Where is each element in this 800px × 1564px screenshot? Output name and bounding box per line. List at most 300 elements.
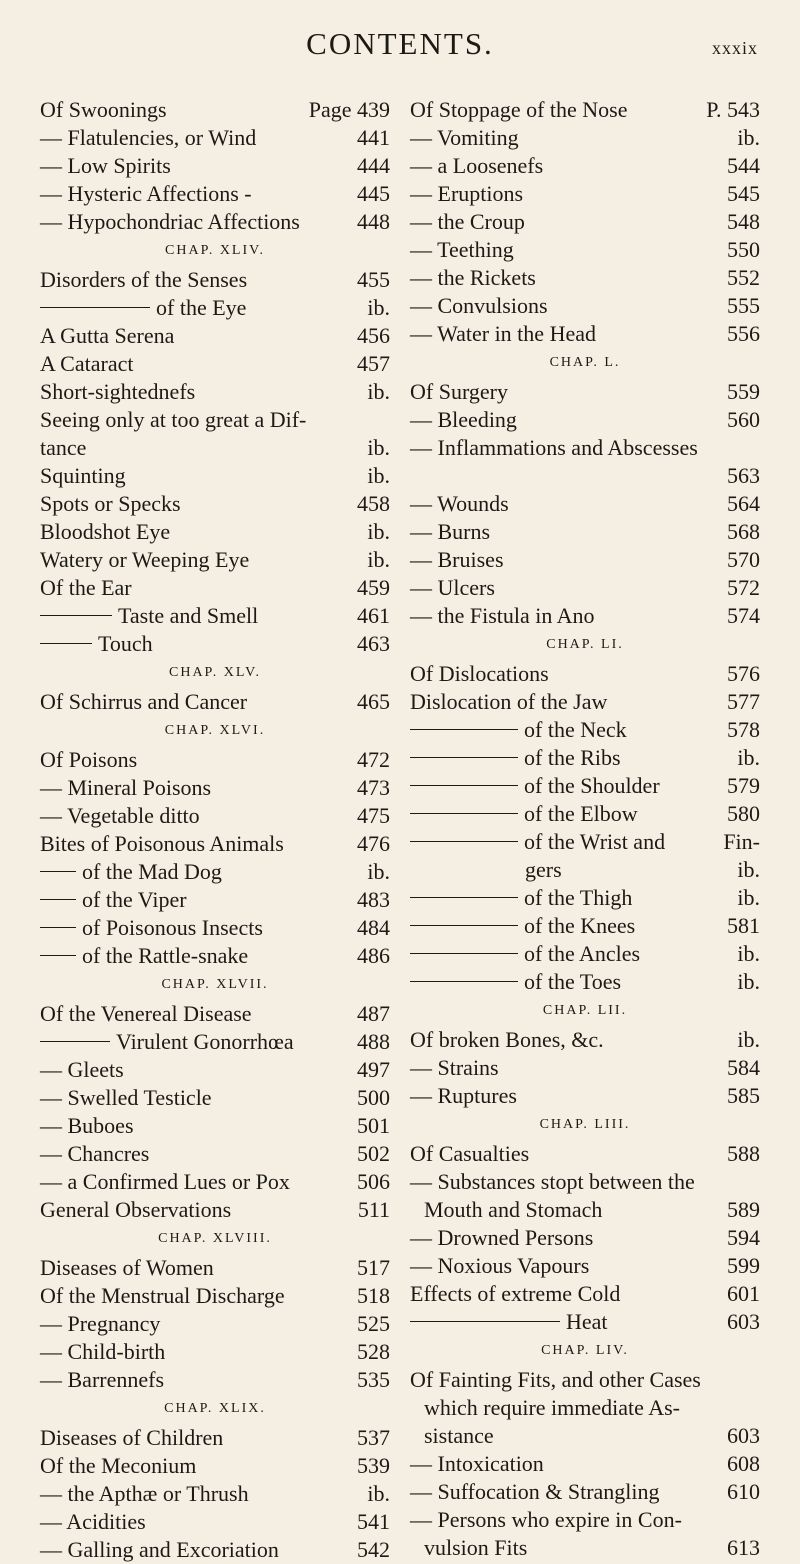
- entry-label: of the Neck: [524, 717, 627, 742]
- entry-page: 525: [357, 1311, 390, 1336]
- toc-entry: [410, 1366, 760, 1394]
- toc-entry: [40, 266, 390, 294]
- toc-entry: [40, 1282, 390, 1310]
- entry-label: Of Schirrus and Cancer: [40, 689, 248, 714]
- entry-page: 501: [357, 1113, 390, 1138]
- toc-entry: [40, 1112, 390, 1140]
- entry-label: — a Loosenefs: [410, 153, 544, 178]
- entry-label: — Eruptions: [410, 181, 524, 206]
- toc-entry: [40, 746, 390, 774]
- entry-label: Of broken Bones, &c.: [410, 1027, 604, 1052]
- entry-label: — Inflammations and Abscesses: [410, 435, 698, 460]
- entry-page: 448: [357, 209, 390, 234]
- entry-label: — Convulsions: [410, 293, 548, 318]
- toc-entry: [410, 660, 760, 688]
- toc-entry: [40, 602, 390, 630]
- ditto-rule: [40, 871, 76, 872]
- chapter-label: CHAP. LI.: [546, 637, 624, 652]
- toc-entry: [410, 940, 760, 968]
- toc-entry: [410, 96, 760, 124]
- toc-entry: [40, 96, 390, 124]
- chapter-label: CHAP. XLV.: [169, 665, 261, 680]
- toc-entry: [40, 1536, 390, 1564]
- toc-entry: [410, 1422, 760, 1450]
- entry-label: — Chancres: [40, 1141, 150, 1166]
- entry-label: Diseases of Children: [40, 1425, 224, 1450]
- chapter-label: CHAP. XLIX.: [164, 1401, 266, 1416]
- chapter-label: CHAP. XLVII.: [161, 977, 269, 992]
- entry-label: — Noxious Vapours: [410, 1253, 590, 1278]
- page-number: xxxix: [711, 38, 758, 58]
- toc-entry: [410, 124, 760, 152]
- entry-label: Squinting: [40, 463, 126, 488]
- entry-label: Virulent Gonorrhœa: [116, 1029, 294, 1054]
- toc-entry: [40, 1508, 390, 1536]
- toc-entry: [410, 884, 760, 912]
- entry-page: 445: [357, 181, 390, 206]
- entry-page: 506: [357, 1169, 390, 1194]
- toc-entry: [410, 180, 760, 208]
- entry-label: of the Knees: [524, 913, 636, 938]
- entry-label: — Barrennefs: [40, 1367, 165, 1392]
- entry-label: Mouth and Stomach: [424, 1197, 603, 1222]
- entry-label: Of the Menstrual Discharge: [40, 1283, 285, 1308]
- entry-label: Of Casualties: [410, 1141, 530, 1166]
- toc-entry: [410, 1450, 760, 1478]
- entry-page: ib.: [367, 859, 390, 884]
- toc-entry: [40, 350, 390, 378]
- entry-label: Taste and Smell: [118, 603, 259, 628]
- entry-label: — Wounds: [410, 491, 509, 516]
- entry-page: 475: [357, 803, 390, 828]
- toc-entry: [40, 462, 390, 490]
- toc-entry: [410, 462, 760, 490]
- toc-entry: [410, 490, 760, 518]
- entry-label: — Ulcers: [410, 575, 495, 600]
- entry-page: 537: [357, 1425, 390, 1450]
- entry-label: vulsion Fits: [424, 1535, 528, 1560]
- entry-label: Dislocation of the Jaw: [410, 689, 608, 714]
- entry-page: 444: [357, 153, 390, 178]
- toc-entry: [40, 1056, 390, 1084]
- entry-page: 603: [727, 1423, 760, 1448]
- entry-page: 441: [357, 125, 390, 150]
- entry-label: — Flatulencies, or Wind: [40, 125, 257, 150]
- entry-label: — Vegetable ditto: [40, 803, 200, 828]
- entry-page: 568: [727, 519, 760, 544]
- chapter-heading: [40, 970, 390, 1000]
- entry-label: of the Eye: [156, 295, 247, 320]
- entry-page: ib.: [367, 463, 390, 488]
- ditto-rule: [410, 841, 518, 842]
- entry-page: 483: [357, 887, 390, 912]
- toc-entry: [40, 1140, 390, 1168]
- entry-label: — the Croup: [410, 209, 525, 234]
- toc-entry: [410, 968, 760, 996]
- chapter-heading: [410, 1110, 760, 1140]
- entry-page: ib.: [737, 885, 760, 910]
- entry-label: Seeing only at too great a Dif-: [40, 407, 307, 432]
- entry-page: ib.: [737, 857, 760, 882]
- entry-label: which require immediate As-: [424, 1395, 680, 1420]
- toc-entry: [40, 1254, 390, 1282]
- entry-label: Of Dislocations: [410, 661, 549, 686]
- entry-page: 541: [357, 1509, 390, 1534]
- toc-entry: [410, 1478, 760, 1506]
- entry-page: 601: [727, 1281, 760, 1306]
- toc-entry: [40, 546, 390, 574]
- chapter-label: CHAP. LII.: [542, 1003, 628, 1018]
- toc-entry: [40, 294, 390, 322]
- entry-page: 563: [727, 463, 760, 488]
- entry-label: — Pregnancy: [40, 1311, 161, 1336]
- entry-page: 589: [727, 1197, 760, 1222]
- entry-page: 552: [727, 265, 760, 290]
- entry-page: 502: [357, 1141, 390, 1166]
- entry-page: 560: [727, 407, 760, 432]
- toc-entry: [410, 688, 760, 716]
- entry-page: 528: [357, 1339, 390, 1364]
- entry-page: 613: [727, 1535, 760, 1560]
- entry-page: 455: [357, 267, 390, 292]
- toc-entry: [410, 1196, 760, 1224]
- toc-entry: [40, 518, 390, 546]
- toc-entry: [40, 1000, 390, 1028]
- entry-label: Disorders of the Senses: [40, 267, 248, 292]
- toc-entry: [40, 208, 390, 236]
- entry-page: 458: [357, 491, 390, 516]
- ditto-rule: [40, 307, 150, 308]
- toc-entry: [40, 574, 390, 602]
- toc-entry: [410, 1224, 760, 1252]
- entry-label: — Acidities: [40, 1509, 146, 1534]
- entry-label: — Intoxication: [410, 1451, 544, 1476]
- entry-label: Of Swoonings: [40, 97, 167, 122]
- toc-entry: [410, 208, 760, 236]
- ditto-rule: [40, 955, 76, 956]
- entry-page: 487: [357, 1001, 390, 1026]
- toc-entry: [40, 688, 390, 716]
- chapter-heading: [40, 658, 390, 688]
- entry-page: 577: [727, 689, 760, 714]
- toc-entry: [410, 320, 760, 348]
- entry-page: 511: [357, 1197, 390, 1222]
- toc-entry: [40, 1168, 390, 1196]
- entry-label: — Galling and Excoriation: [40, 1537, 279, 1562]
- entry-label: Spots or Specks: [40, 491, 181, 516]
- entry-label: — Burns: [410, 519, 491, 544]
- chapter-heading: [410, 630, 760, 660]
- entry-label: — Buboes: [40, 1113, 134, 1138]
- entry-label: Bites of Poisonous Animals: [40, 831, 284, 856]
- ditto-rule: [40, 927, 76, 928]
- entry-page: 484: [357, 915, 390, 940]
- toc-entry: [40, 858, 390, 886]
- ditto-rule: [410, 953, 518, 954]
- toc-entry: [410, 292, 760, 320]
- ditto-rule: [410, 757, 518, 758]
- entry-label: of Poisonous Insects: [82, 915, 263, 940]
- entry-page: ib.: [737, 745, 760, 770]
- toc-entry: [40, 886, 390, 914]
- entry-label: A Cataract: [40, 351, 134, 376]
- toc-entry: [410, 574, 760, 602]
- toc-entry: [410, 378, 760, 406]
- entry-label: of the Wrist and: [524, 829, 666, 854]
- entry-page: 544: [727, 153, 760, 178]
- entry-label: of the Shoulder: [524, 773, 660, 798]
- entry-label: — Persons who expire in Con-: [410, 1507, 682, 1532]
- entry-label: Diseases of Women: [40, 1255, 214, 1280]
- toc-entry: [410, 1054, 760, 1082]
- entry-label: Bloodshot Eye: [40, 519, 171, 544]
- entry-label: of the Ancles: [524, 941, 641, 966]
- toc-entry: [410, 434, 760, 462]
- toc-entry: [410, 1140, 760, 1168]
- entry-label: of the Mad Dog: [82, 859, 222, 884]
- toc-entry: [410, 1308, 760, 1336]
- entry-page: 456: [357, 323, 390, 348]
- chapter-label: CHAP. XLVIII.: [158, 1231, 272, 1246]
- entry-page: 548: [727, 209, 760, 234]
- toc-entry: [40, 406, 390, 434]
- ditto-rule: [410, 1321, 560, 1322]
- entry-label: — Vomiting: [410, 125, 519, 150]
- ditto-rule: [410, 813, 518, 814]
- entry-label: sistance: [424, 1423, 494, 1448]
- chapter-heading: [40, 1394, 390, 1424]
- ditto-rule: [410, 925, 518, 926]
- toc-entry: [40, 914, 390, 942]
- entry-label: — the Apthæ or Thrush: [40, 1481, 249, 1506]
- chapter-heading: [410, 1336, 760, 1366]
- toc-entry: [410, 744, 760, 772]
- entry-label: — Swelled Testicle: [40, 1085, 212, 1110]
- entry-page: 594: [727, 1225, 760, 1250]
- entry-page: 559: [727, 379, 760, 404]
- chapter-label: CHAP. XLIV.: [165, 243, 265, 258]
- toc-entry: [40, 1366, 390, 1394]
- toc-entry: [410, 1280, 760, 1308]
- toc-entry: [410, 1252, 760, 1280]
- toc-entry: [410, 602, 760, 630]
- toc-entry: [40, 1028, 390, 1056]
- toc-entry: [410, 1026, 760, 1054]
- entry-label: — Bruises: [410, 547, 504, 572]
- toc-entry: [40, 1310, 390, 1338]
- toc-entry: [410, 856, 760, 884]
- entry-page: 572: [727, 575, 760, 600]
- toc-entry: [40, 630, 390, 658]
- entry-page: 457: [357, 351, 390, 376]
- entry-page: 486: [357, 943, 390, 968]
- toc-entry: [40, 434, 390, 462]
- entry-label: of the Elbow: [524, 801, 638, 826]
- toc-entry: [40, 1338, 390, 1366]
- entry-label: — Child-birth: [40, 1339, 166, 1364]
- entry-label: — Mineral Poisons: [40, 775, 212, 800]
- entry-label: — a Confirmed Lues or Pox: [40, 1169, 290, 1194]
- entry-label: — Strains: [410, 1055, 499, 1080]
- entry-label: A Gutta Serena: [40, 323, 175, 348]
- entry-page: 603: [727, 1309, 760, 1334]
- toc-entry: [410, 828, 760, 856]
- entry-label: — Substances stopt between the: [410, 1169, 695, 1194]
- entry-label: — the Rickets: [410, 265, 536, 290]
- toc-entry: [410, 264, 760, 292]
- entry-label: — Teething: [410, 237, 514, 262]
- chapter-heading: [410, 348, 760, 378]
- entry-label: — Low Spirits: [40, 153, 171, 178]
- entry-label: Of Stoppage of the Nose: [410, 97, 628, 122]
- entry-page: 555: [727, 293, 760, 318]
- entry-label: — Ruptures: [410, 1083, 517, 1108]
- entry-page: 599: [727, 1253, 760, 1278]
- entry-label: Heat: [566, 1309, 608, 1334]
- entry-label: — Water in the Head: [410, 321, 596, 346]
- chapter-label: CHAP. L.: [549, 355, 621, 370]
- toc-entry: [410, 1168, 760, 1196]
- entry-page: 588: [727, 1141, 760, 1166]
- toc-entry: [410, 716, 760, 744]
- entry-page: 579: [727, 773, 760, 798]
- entry-page: 564: [727, 491, 760, 516]
- toc-entry: [40, 774, 390, 802]
- toc-entry: [410, 772, 760, 800]
- toc-entry: [410, 518, 760, 546]
- chapter-heading: [40, 716, 390, 746]
- ditto-rule: [410, 897, 518, 898]
- entry-page: ib.: [367, 379, 390, 404]
- entry-label: — Suffocation & Strangling: [410, 1479, 660, 1504]
- entry-label: General Observations: [40, 1197, 232, 1222]
- entry-label: Of the Meconium: [40, 1453, 197, 1478]
- entry-page: 556: [727, 321, 760, 346]
- chapter-heading: [410, 996, 760, 1026]
- entry-page: 465: [357, 689, 390, 714]
- toc-entry: [410, 152, 760, 180]
- entry-label: of the Toes: [524, 969, 622, 994]
- entry-page: 578: [727, 717, 760, 742]
- entry-page: 610: [727, 1479, 760, 1504]
- ditto-rule: [40, 899, 76, 900]
- toc-entry: [40, 802, 390, 830]
- entry-page: ib.: [367, 1481, 390, 1506]
- entry-label: — Hypochondriac Affections: [40, 209, 300, 234]
- entry-page: 584: [727, 1055, 760, 1080]
- entry-label: of the Rattle-snake: [82, 943, 249, 968]
- entry-label: — Hysteric Affections -: [40, 181, 252, 206]
- entry-page: 472: [357, 747, 390, 772]
- entry-label: Of the Ear: [40, 575, 132, 600]
- toc-entry: [40, 378, 390, 406]
- toc-entry: [410, 1082, 760, 1110]
- right-column: [410, 96, 760, 1562]
- entry-page: 542: [357, 1537, 390, 1562]
- ditto-rule: [40, 615, 112, 616]
- toc-entry: [40, 830, 390, 858]
- left-column: [40, 96, 390, 1564]
- entry-page: 550: [727, 237, 760, 262]
- ditto-rule: [410, 785, 518, 786]
- entry-label: Short-sightednefs: [40, 379, 196, 404]
- entry-page: 545: [727, 181, 760, 206]
- entry-label: — Drowned Persons: [410, 1225, 594, 1250]
- entry-page: P. 543: [706, 97, 760, 122]
- page-header: [0, 20, 800, 80]
- ditto-rule: [410, 981, 518, 982]
- entry-label: of the Thigh: [524, 885, 633, 910]
- entry-page: ib.: [367, 547, 390, 572]
- toc-entry: [410, 912, 760, 940]
- entry-label: — Gleets: [40, 1057, 124, 1082]
- entry-page: 497: [357, 1057, 390, 1082]
- entry-label: of the Ribs: [524, 745, 621, 770]
- toc-entry: [40, 1480, 390, 1508]
- entry-page: 570: [727, 547, 760, 572]
- chapter-heading: [40, 236, 390, 266]
- ditto-rule: [40, 643, 92, 644]
- toc-entry: [40, 322, 390, 350]
- entry-label: Touch: [98, 631, 153, 656]
- entry-page: ib.: [367, 295, 390, 320]
- entry-page: Page 439: [308, 97, 390, 122]
- entry-label: — the Fistula in Ano: [410, 603, 595, 628]
- entry-page: 574: [727, 603, 760, 628]
- entry-label: Of the Venereal Disease: [40, 1001, 252, 1026]
- entry-page: 476: [357, 831, 390, 856]
- entry-page: 463: [357, 631, 390, 656]
- toc-entry: [410, 800, 760, 828]
- entry-page: ib.: [737, 969, 760, 994]
- toc-entry: [40, 490, 390, 518]
- toc-entry: [40, 942, 390, 970]
- entry-page: 473: [357, 775, 390, 800]
- entry-page: ib.: [737, 1027, 760, 1052]
- entry-label: Effects of extreme Cold: [410, 1281, 621, 1306]
- toc-entry: [40, 1084, 390, 1112]
- entry-page: 517: [357, 1255, 390, 1280]
- entry-page: 459: [357, 575, 390, 600]
- entry-label: Watery or Weeping Eye: [40, 547, 250, 572]
- chapter-label: CHAP. LIII.: [539, 1117, 631, 1132]
- entry-label: Of Fainting Fits, and other Cases: [410, 1367, 701, 1392]
- toc-entry: [410, 1534, 760, 1562]
- toc-entry: [40, 1424, 390, 1452]
- toc-entry: [40, 1452, 390, 1480]
- entry-label: gers: [525, 857, 562, 882]
- toc-entry: [40, 124, 390, 152]
- toc-entry: [410, 1506, 760, 1534]
- entry-page: 608: [727, 1451, 760, 1476]
- entry-label: Of Surgery: [410, 379, 508, 404]
- chapter-label: CHAP. XLVI.: [164, 723, 266, 738]
- chapter-heading: [40, 1224, 390, 1254]
- entry-page: 581: [727, 913, 760, 938]
- entry-page: 585: [727, 1083, 760, 1108]
- entry-page: 518: [357, 1283, 390, 1308]
- page-title: CONTENTS.: [306, 26, 494, 61]
- entry-label: Of Poisons: [40, 747, 138, 772]
- entry-label: tance: [40, 435, 87, 460]
- entry-page: 580: [727, 801, 760, 826]
- chapter-label: CHAP. LIV.: [541, 1343, 629, 1358]
- entry-page: 576: [727, 661, 760, 686]
- entry-page: ib.: [737, 125, 760, 150]
- entry-page: 539: [357, 1453, 390, 1478]
- entry-label: — Bleeding: [410, 407, 517, 432]
- entry-page: Fin-: [723, 829, 760, 854]
